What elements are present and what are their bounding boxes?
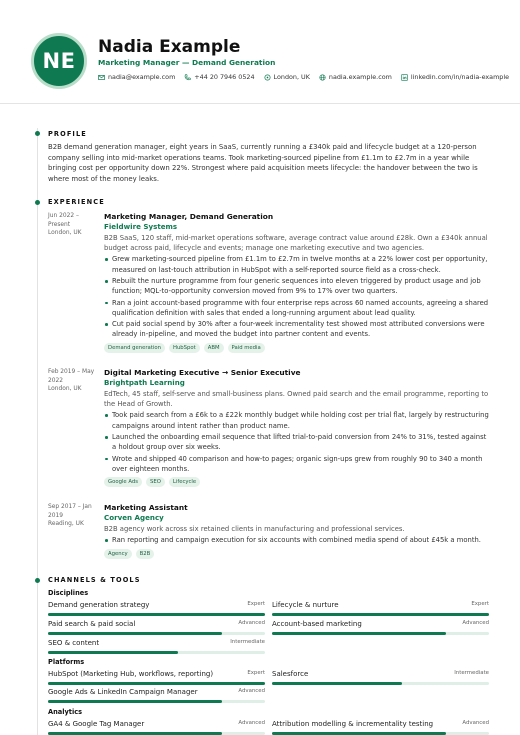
resume-header — [0, 0, 520, 104]
skill-bar-fill — [272, 632, 446, 635]
job-tags — [104, 343, 490, 353]
avatar-initials: NE — [42, 49, 76, 73]
skill-bar-fill — [272, 732, 446, 735]
profile-heading: PROFILE — [48, 130, 87, 138]
skill-level: Intermediate — [230, 639, 265, 645]
job-location: Reading, UK — [48, 521, 84, 528]
skill-tag: ABM — [204, 343, 224, 353]
skill-tag: Agency — [104, 549, 132, 559]
job-location: London, UK — [48, 230, 82, 237]
skill-level: Expert — [247, 670, 265, 676]
skill-bar-fill — [48, 613, 265, 616]
skill-meter — [272, 620, 489, 640]
skill-bar-track — [48, 700, 265, 703]
skill-tag: Paid media — [228, 343, 265, 353]
avatar — [31, 33, 87, 89]
achievement-bullet: Ran reporting and campaign execution for six accounts with combined media spend of about £45k a month. — [104, 535, 490, 545]
skill-tag: Google Ads — [104, 477, 142, 487]
skill-bar-track — [48, 732, 265, 735]
experience-heading: EXPERIENCE — [48, 198, 105, 206]
job-location: London, UK — [48, 386, 82, 393]
skill-meter — [272, 601, 489, 621]
job-description: B2B agency work across six retained clients in manufacturing and professional services. — [104, 525, 405, 533]
job-description: B2B SaaS, 120 staff, mid-market operations software, average contract value around £28k. Own a £340k annual budget across paid, lifecycle and events; manage one marketing executive and two agencies. — [104, 234, 488, 253]
achievement-bullet: Rebuilt the nurture programme from four generic sequences into eleven triggered by product usage and job function; MQL-to-opportunity conversion moved from 9% to 17% over two quarters. — [104, 276, 490, 297]
skill-name: Paid search & paid social — [48, 620, 136, 628]
skill-bar-track — [48, 651, 265, 654]
section-timeline-rule — [37, 128, 38, 735]
job-body — [104, 212, 490, 353]
contact-linkedin-text: linkedin.com/in/nadia-example — [410, 73, 510, 81]
skill-meter — [48, 639, 265, 659]
job-tags — [104, 477, 490, 487]
skill-tag: Demand generation — [104, 343, 165, 353]
job-dates: Feb 2019 – May 2022 — [48, 369, 95, 384]
contact-email-text: nadia@example.com — [108, 73, 176, 81]
contact-location — [264, 73, 310, 81]
job-dates: Sep 2017 – Jan 2019 — [48, 504, 92, 519]
skill-group-heading: Disciplines — [48, 589, 89, 597]
job-company: Corven Agency — [104, 513, 164, 522]
job-company: Fieldwire Systems — [104, 222, 178, 231]
skill-bar-fill — [48, 682, 265, 685]
job-achievements — [104, 535, 490, 545]
skill-bar-track — [272, 632, 489, 635]
skill-level: Expert — [471, 601, 489, 607]
skill-bar-track — [272, 682, 489, 685]
skill-name: Google Ads & LinkedIn Campaign Manager — [48, 688, 198, 696]
candidate-name: Nadia Example — [98, 37, 241, 57]
job-title: Marketing Manager, Demand Generation — [104, 212, 274, 221]
achievement-bullet: Ran a joint account-based programme with four enterprise reps across 60 named accounts, agreeing a shared qualification definition with sales that ended a long-running argument about lead quality. — [104, 298, 490, 319]
skills-heading: CHANNELS & TOOLS — [48, 576, 141, 584]
mail-icon — [98, 74, 105, 81]
skill-bar-fill — [272, 682, 402, 685]
contact-row — [98, 73, 509, 81]
location-icon — [264, 74, 271, 81]
contact-location-text: London, UK — [273, 73, 310, 81]
contact-email[interactable] — [98, 73, 175, 81]
job-achievements — [104, 254, 490, 339]
skill-name: Lifecycle & nurture — [272, 601, 339, 609]
contact-phone-text: +44 20 7946 0524 — [194, 73, 255, 81]
job-body — [104, 503, 490, 559]
skill-meter — [48, 601, 265, 621]
skill-bar-track — [48, 682, 265, 685]
skill-bar-fill — [272, 613, 489, 616]
achievement-bullet: Wrote and shipped 40 comparison and how-to pages; organic sign-ups grew from roughly 90 to 340 a month over eighteen months. — [104, 454, 490, 475]
skill-level: Advanced — [238, 720, 265, 726]
candidate-role: Marketing Manager — Demand Generation — [98, 58, 276, 67]
skill-meter — [48, 670, 265, 690]
profile-section-dot — [35, 131, 40, 136]
skill-bar-track — [272, 613, 489, 616]
globe-icon — [319, 74, 326, 81]
skill-name: SEO & content — [48, 639, 100, 647]
job-body — [104, 368, 490, 487]
achievement-bullet: Grew marketing-sourced pipeline from £1.1m to £2.7m in twelve months at a 22% lower cost per opportunity, measured on last-touch attribution in HubSpot with a self-reported source field as a cross-check. — [104, 254, 490, 275]
job-meta — [48, 368, 100, 394]
job-title: Digital Marketing Executive → Senior Executive — [104, 368, 301, 377]
achievement-bullet: Took paid search from a £6k to a £22k monthly budget while holding cost per trial flat, largely by restructuring campaigns around intent rather than product name. — [104, 410, 490, 431]
skill-meter — [48, 620, 265, 640]
skill-tag: HubSpot — [169, 343, 200, 353]
skill-name: HubSpot (Marketing Hub, workflows, reporting) — [48, 670, 214, 678]
job-dates: Jun 2022 – Present — [48, 213, 79, 228]
skill-meter — [272, 720, 489, 735]
profile-summary: B2B demand generation manager, eight years in SaaS, currently running a £340k paid and lifecycle budget at a 120-person company selling into mid-market operations teams. Took marketing-sourced pipeline from £1.1m to £2.7m in a year while bringing cost per opportunity down 22%. Strongest where paid acquisition meets lifecycle: the handover between the two is where most of the money leaks. — [48, 143, 478, 184]
job-achievements — [104, 410, 490, 474]
skill-meter — [48, 720, 265, 735]
job-meta — [48, 212, 100, 238]
skill-name: Demand generation strategy — [48, 601, 150, 609]
skill-group-heading: Platforms — [48, 658, 85, 666]
achievement-bullet: Launched the onboarding email sequence that lifted trial-to-paid conversion from 24% to 31%, tested against a holdout group over six weeks. — [104, 432, 490, 453]
job-title: Marketing Assistant — [104, 503, 188, 512]
skill-bar-track — [48, 632, 265, 635]
skill-bar-fill — [48, 651, 178, 654]
skill-level: Advanced — [238, 620, 265, 626]
achievement-bullet: Cut paid social spend by 30% after a four-week incrementality test showed most attributed conversions were already in-pipeline, and moved the budget into partner content and events. — [104, 319, 490, 340]
skill-name: GA4 & Google Tag Manager — [48, 720, 145, 728]
contact-linkedin[interactable] — [401, 73, 509, 81]
skill-level: Advanced — [462, 720, 489, 726]
skill-bar-fill — [48, 732, 222, 735]
skill-tag: Lifecycle — [169, 477, 200, 487]
skill-tag: SEO — [146, 477, 165, 487]
skills-section-dot — [35, 578, 40, 583]
skill-bar-fill — [48, 700, 222, 703]
contact-website[interactable] — [319, 73, 392, 81]
skill-tag: B2B — [136, 549, 155, 559]
contact-website-text: nadia.example.com — [328, 73, 392, 81]
skill-name: Attribution modelling & incrementality testing — [272, 720, 434, 728]
skill-level: Advanced — [462, 620, 489, 626]
skill-meter — [272, 670, 489, 690]
skill-level: Expert — [247, 601, 265, 607]
contact-phone[interactable] — [184, 73, 254, 81]
skill-name: Account-based marketing — [272, 620, 362, 628]
skill-group-heading: Analytics — [48, 708, 83, 716]
phone-icon — [184, 74, 191, 81]
job-meta — [48, 503, 100, 529]
job-tags — [104, 549, 490, 559]
skill-level: Intermediate — [454, 670, 489, 676]
job-company: Brightpath Learning — [104, 378, 185, 387]
skill-bar-track — [272, 732, 489, 735]
skill-meter — [48, 688, 265, 708]
job-description: EdTech, 45 staff, self-serve and small-business plans. Owned paid search and the email programme, reporting to the Head of Growth. — [104, 390, 489, 409]
skill-bar-track — [48, 613, 265, 616]
experience-section-dot — [35, 200, 40, 205]
skill-level: Advanced — [238, 688, 265, 694]
skill-bar-fill — [48, 632, 222, 635]
linkedin-icon — [401, 74, 408, 81]
skill-name: Salesforce — [272, 670, 309, 678]
